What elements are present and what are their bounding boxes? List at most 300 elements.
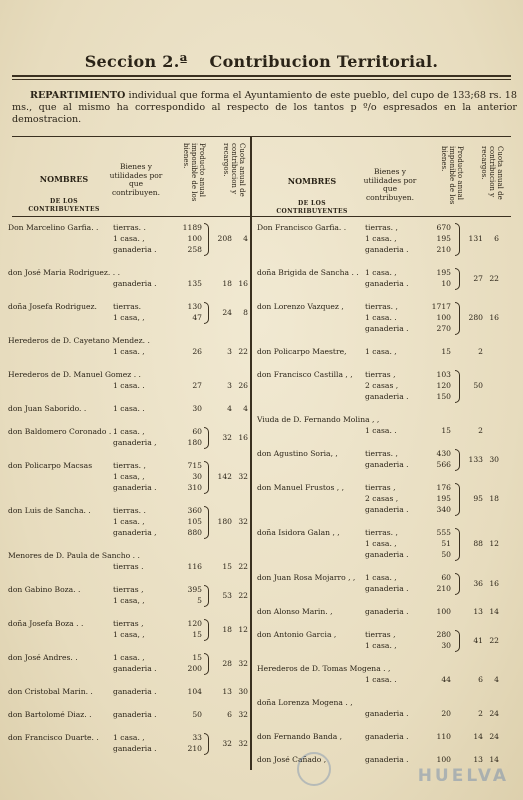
producto-value: 44 bbox=[441, 675, 451, 684]
cuota-reales: 13 bbox=[473, 607, 483, 616]
bienes-item: tierras , bbox=[365, 483, 396, 492]
title-rule bbox=[12, 75, 511, 77]
bienes-item: ganaderia . bbox=[113, 279, 157, 288]
table-row bbox=[257, 482, 519, 527]
table-row bbox=[8, 426, 248, 460]
contribuyente-name: don José Andres. . bbox=[8, 653, 78, 662]
contribuyente-name: don Francisco Duarte. . bbox=[8, 733, 99, 742]
table-row bbox=[257, 731, 519, 754]
cuota-reales: 41 bbox=[473, 635, 483, 645]
cuota-reales: 133 bbox=[468, 454, 483, 464]
producto-value: 120 bbox=[187, 619, 202, 628]
cuota-maravedis: 32 bbox=[238, 658, 248, 668]
bienes-list bbox=[365, 754, 425, 765]
bienes-list bbox=[365, 674, 425, 685]
bienes-item: 1 casa. , bbox=[365, 347, 397, 356]
bienes-list bbox=[365, 731, 425, 742]
intro-text: individual que forma el Ayuntamiento de este pueblo, del cupo de 133;68 rs. 18 ms., que al mismo ha correspondido al respecto de los tantos p º/o espresados en la anterior demostracion. bbox=[12, 90, 517, 125]
cuota-reales: 36 bbox=[473, 578, 483, 588]
bienes-list bbox=[365, 527, 425, 560]
cuota-value bbox=[212, 346, 252, 357]
cuota-value bbox=[212, 403, 252, 414]
bienes-list bbox=[113, 709, 173, 720]
bienes-list bbox=[113, 505, 173, 538]
producto-value: 258 bbox=[187, 245, 202, 254]
cuota-value bbox=[463, 233, 503, 244]
cuota-maravedis: 12 bbox=[238, 624, 248, 634]
header-bienes-left: Bienes y utilidades por que contribuyen. bbox=[109, 162, 163, 197]
producto-values bbox=[425, 754, 451, 765]
archive-seal-icon bbox=[297, 752, 331, 786]
cuota-value bbox=[212, 624, 252, 635]
producto-values bbox=[176, 403, 202, 414]
producto-values bbox=[425, 629, 451, 651]
table-row bbox=[257, 369, 519, 414]
bienes-item: ganaderia . bbox=[365, 392, 409, 401]
producto-values bbox=[425, 674, 451, 685]
cuota-reales: 53 bbox=[222, 590, 232, 600]
bienes-list bbox=[113, 618, 173, 640]
cuota-reales: 4 bbox=[227, 404, 232, 413]
table-row bbox=[8, 652, 248, 686]
contribuyente-name: don Juan Rosa Mojarro , , bbox=[257, 573, 356, 582]
archive-watermark: HUELVA bbox=[417, 766, 509, 786]
bienes-item: 1 casa. . bbox=[365, 426, 397, 435]
bienes-item: 1 casa. , bbox=[365, 539, 397, 548]
bienes-item: 1 casa, , bbox=[113, 472, 145, 481]
grouping-brace bbox=[204, 461, 209, 494]
bienes-item: tierras , bbox=[365, 370, 396, 379]
cuota-value bbox=[212, 516, 252, 527]
cuota-maravedis: 32 bbox=[238, 472, 248, 481]
producto-values bbox=[425, 301, 451, 334]
table-row bbox=[8, 709, 248, 732]
producto-value: 195 bbox=[436, 494, 451, 503]
producto-values bbox=[176, 618, 202, 640]
grouping-brace bbox=[204, 427, 209, 449]
producto-values bbox=[425, 572, 451, 594]
cuota-value bbox=[463, 578, 503, 589]
producto-value: 100 bbox=[436, 607, 451, 616]
column-separator bbox=[250, 136, 254, 770]
contribuyente-name: don Francisco Castilla , , bbox=[257, 370, 353, 379]
bienes-item: 1 casa. , bbox=[365, 268, 397, 277]
producto-value: 50 bbox=[192, 710, 202, 719]
cuota-reales: 280 bbox=[468, 313, 483, 322]
table-row bbox=[8, 550, 248, 584]
producto-value: 110 bbox=[436, 732, 451, 741]
cuota-maravedis: 22 bbox=[238, 562, 248, 571]
producto-value: 116 bbox=[187, 562, 202, 571]
grouping-brace bbox=[455, 449, 460, 471]
table-top-rule bbox=[12, 136, 511, 137]
producto-values bbox=[176, 505, 202, 538]
producto-value: 195 bbox=[436, 234, 451, 243]
producto-value: 340 bbox=[436, 505, 451, 514]
producto-values bbox=[425, 425, 451, 436]
bienes-item: ganaderia . bbox=[365, 709, 409, 718]
producto-value: 105 bbox=[187, 517, 202, 526]
contribuyente-name: doña Josefa Boza . . bbox=[8, 619, 84, 628]
producto-value: 430 bbox=[436, 449, 451, 458]
intro-lead: REPARTIMIENTO bbox=[30, 90, 126, 101]
producto-value: 670 bbox=[436, 223, 451, 232]
producto-value: 360 bbox=[187, 506, 202, 515]
grouping-brace bbox=[455, 302, 460, 335]
contribuyente-name: doña Isidora Galan , , bbox=[257, 528, 340, 537]
bienes-item: ganaderia . bbox=[365, 755, 409, 764]
table-row bbox=[257, 572, 519, 606]
bienes-list bbox=[113, 652, 173, 674]
producto-value: 180 bbox=[187, 438, 202, 447]
grouping-brace bbox=[455, 573, 460, 595]
contribuyente-name: don José Maria Rodriguez. . . bbox=[8, 268, 120, 277]
producto-value: 30 bbox=[192, 404, 202, 413]
contribuyente-name: Don Francisco Garfia. . bbox=[257, 223, 347, 232]
bienes-item: ganaderia , bbox=[113, 438, 157, 447]
producto-value: 26 bbox=[192, 347, 202, 356]
grouping-brace bbox=[455, 370, 460, 403]
bienes-item: 1 casa. , bbox=[113, 517, 145, 526]
producto-value: 1189 bbox=[182, 223, 202, 232]
cuota-maravedis: 24 bbox=[489, 709, 499, 718]
bienes-list bbox=[365, 346, 425, 357]
cuota-maravedis: 4 bbox=[243, 234, 248, 243]
bienes-item: 1 casa. , bbox=[365, 573, 397, 582]
cuota-value bbox=[463, 731, 503, 742]
bienes-item: ganaderia . bbox=[113, 687, 157, 696]
bienes-item: tierras. , bbox=[113, 461, 146, 470]
cuota-maravedis: 32 bbox=[238, 710, 248, 719]
cuota-maravedis: 32 bbox=[238, 517, 248, 526]
cuota-maravedis: 16 bbox=[238, 432, 248, 442]
table-row bbox=[8, 505, 248, 550]
cuota-reales: 88 bbox=[473, 539, 483, 548]
cuota-reales: 131 bbox=[468, 234, 483, 243]
producto-value: 120 bbox=[436, 381, 451, 390]
cuota-reales: 32 bbox=[222, 432, 232, 442]
producto-value: 33 bbox=[192, 733, 202, 742]
table-row bbox=[257, 663, 519, 697]
cuota-value bbox=[212, 432, 252, 443]
producto-value: 15 bbox=[192, 653, 202, 662]
contribuyente-name: don Agustino Soria, , bbox=[257, 449, 338, 458]
table-row bbox=[8, 618, 248, 652]
cuota-reales: 6 bbox=[227, 710, 232, 719]
cuota-value bbox=[212, 590, 252, 601]
grouping-brace bbox=[455, 528, 460, 561]
cuota-value bbox=[463, 425, 503, 436]
contribuyente-name: doña Josefa Rodriguez. bbox=[8, 302, 97, 311]
cuota-reales: 3 bbox=[227, 347, 232, 356]
producto-value: 104 bbox=[187, 687, 202, 696]
contribuyente-name: don Gabino Boza. . bbox=[8, 585, 81, 594]
bienes-item: ganaderia . bbox=[113, 483, 157, 492]
cuota-value bbox=[463, 273, 503, 284]
producto-values bbox=[425, 606, 451, 617]
producto-value: 210 bbox=[436, 584, 451, 593]
cuota-reales: 13 bbox=[473, 755, 483, 764]
producto-values bbox=[176, 584, 202, 606]
producto-value: 200 bbox=[187, 664, 202, 673]
contribuyente-name: don Baldomero Coronado . . bbox=[8, 427, 117, 436]
cuota-maravedis: 14 bbox=[489, 755, 499, 764]
producto-values bbox=[425, 708, 451, 719]
cuota-reales: 180 bbox=[217, 517, 232, 526]
cuota-maravedis: 14 bbox=[489, 607, 499, 616]
table-row bbox=[8, 335, 248, 369]
bienes-list bbox=[365, 369, 425, 402]
bienes-item: ganaderia . bbox=[113, 744, 157, 753]
producto-values bbox=[176, 222, 202, 255]
header-names-left bbox=[14, 175, 114, 215]
bienes-list bbox=[113, 403, 173, 414]
bienes-item: ganaderia . bbox=[113, 245, 157, 254]
table-row bbox=[8, 686, 248, 709]
table-row bbox=[257, 448, 519, 482]
producto-value: 210 bbox=[187, 744, 202, 753]
cuota-value bbox=[212, 471, 252, 482]
bienes-item: tierras , bbox=[113, 619, 144, 628]
cuota-maravedis: 30 bbox=[238, 687, 248, 696]
cuota-value bbox=[212, 738, 252, 749]
bienes-item: tierras , bbox=[113, 585, 144, 594]
bienes-list bbox=[113, 346, 173, 357]
producto-values bbox=[176, 380, 202, 391]
cuota-maravedis: 4 bbox=[494, 675, 499, 684]
cuota-reales: 13 bbox=[222, 687, 232, 696]
table-row bbox=[8, 732, 248, 766]
bienes-item: ganaderia . bbox=[365, 324, 409, 333]
bienes-item: tierras. , bbox=[365, 449, 398, 458]
bienes-item: 1 casa. . bbox=[365, 313, 397, 322]
producto-values bbox=[176, 301, 202, 323]
producto-value: 15 bbox=[441, 426, 451, 435]
bienes-list bbox=[113, 732, 173, 754]
producto-value: 130 bbox=[187, 302, 202, 311]
cuota-value bbox=[212, 709, 252, 720]
bienes-item: ganaderia , bbox=[113, 528, 157, 537]
bienes-list bbox=[113, 380, 173, 391]
contribuyente-name: Herederos de D. Tomas Mogena . , bbox=[257, 664, 391, 673]
bienes-list bbox=[113, 584, 173, 606]
producto-values bbox=[425, 267, 451, 289]
table-row bbox=[257, 346, 519, 369]
producto-value: 15 bbox=[441, 347, 451, 356]
cuota-maravedis: 22 bbox=[238, 347, 248, 356]
table-row bbox=[8, 301, 248, 335]
cuota-maravedis: 22 bbox=[489, 635, 499, 645]
cuota-maravedis: 22 bbox=[489, 273, 499, 283]
bienes-item: ganaderia . bbox=[365, 505, 409, 514]
cuota-value bbox=[463, 754, 503, 765]
producto-value: 100 bbox=[187, 234, 202, 243]
cuota-maravedis: 32 bbox=[238, 738, 248, 748]
cuota-reales: 142 bbox=[217, 472, 232, 481]
cuota-value bbox=[463, 606, 503, 617]
producto-value: 176 bbox=[436, 483, 451, 492]
header-bienes-right: Bienes y utilidades por que contribuyen. bbox=[363, 167, 417, 202]
cuota-value bbox=[212, 278, 252, 289]
bienes-item: 1 casa. . bbox=[365, 675, 397, 684]
producto-value: 50 bbox=[441, 550, 451, 559]
table-row bbox=[8, 584, 248, 618]
producto-values bbox=[176, 561, 202, 572]
header-cuota-left: Cuota anual de contribucion y recargos. bbox=[222, 143, 246, 197]
cuota-maravedis: 4 bbox=[243, 404, 248, 413]
header-names-sub: DE LOS CONTRIBUYENTES bbox=[276, 199, 348, 215]
cuota-value bbox=[212, 380, 252, 391]
bienes-list bbox=[113, 686, 173, 697]
producto-values bbox=[176, 460, 202, 493]
table-row bbox=[257, 222, 519, 267]
cuota-reales: 24 bbox=[222, 307, 232, 317]
bienes-list bbox=[113, 278, 173, 289]
contribuyente-name: don Juan Saborido. . bbox=[8, 404, 87, 413]
section-number: Seccion 2.ª bbox=[84, 52, 188, 71]
producto-values bbox=[176, 278, 202, 289]
cuota-maravedis: 16 bbox=[489, 313, 499, 322]
bienes-item: ganaderia . bbox=[365, 460, 409, 469]
bienes-item: ganaderia . bbox=[113, 664, 157, 673]
bienes-list bbox=[113, 301, 173, 323]
header-names-label: NOMBRES bbox=[287, 176, 337, 186]
producto-values bbox=[425, 731, 451, 742]
cuota-value bbox=[463, 538, 503, 549]
header-names-right bbox=[262, 177, 362, 217]
bienes-item: tierras. , bbox=[365, 528, 398, 537]
cuota-value bbox=[463, 312, 503, 323]
producto-values bbox=[425, 369, 451, 402]
bienes-item: ganaderia . bbox=[365, 279, 409, 288]
section-title: Contribucion Territorial. bbox=[209, 52, 439, 71]
table-row bbox=[257, 414, 519, 448]
cuota-reales: 15 bbox=[222, 562, 232, 571]
producto-value: 395 bbox=[187, 585, 202, 594]
contribuyente-name: don Antonio Garcia , bbox=[257, 630, 337, 639]
table-row bbox=[257, 629, 519, 663]
producto-value: 210 bbox=[436, 245, 451, 254]
bienes-item: 1 casa. , bbox=[113, 347, 145, 356]
cuota-value bbox=[212, 658, 252, 669]
cuota-maravedis: 16 bbox=[489, 578, 499, 588]
producto-value: 880 bbox=[187, 528, 202, 537]
bienes-list bbox=[365, 301, 425, 334]
contribuyente-name: don Policarpo Maestre, bbox=[257, 347, 347, 356]
producto-value: 135 bbox=[187, 279, 202, 288]
producto-value: 100 bbox=[436, 313, 451, 322]
intro-paragraph bbox=[12, 90, 517, 126]
producto-value: 60 bbox=[192, 427, 202, 436]
bienes-item: tierras. , bbox=[365, 302, 398, 311]
producto-value: 30 bbox=[441, 641, 451, 650]
cuota-reales: 6 bbox=[478, 675, 483, 684]
bienes-list bbox=[365, 222, 425, 255]
producto-values bbox=[425, 482, 451, 515]
bienes-item: 1 casa, , bbox=[113, 630, 145, 639]
bienes-item: ganaderia . bbox=[365, 584, 409, 593]
cuota-reales: 95 bbox=[473, 494, 483, 503]
table-row bbox=[257, 606, 519, 629]
cuota-value bbox=[463, 380, 503, 391]
bienes-item: 1 casa. , bbox=[113, 234, 145, 243]
contribuyente-name: don Policarpo Macsas bbox=[8, 461, 93, 470]
bienes-item: 1 casa. , bbox=[365, 641, 397, 650]
cuota-reales: 50 bbox=[473, 381, 483, 390]
cuota-reales: 18 bbox=[222, 279, 232, 288]
title-rule-thin bbox=[12, 79, 511, 80]
producto-value: 310 bbox=[187, 483, 202, 492]
contribuyente-name: don Bartolomé Diaz. . bbox=[8, 710, 92, 719]
producto-value: 51 bbox=[441, 539, 451, 548]
bienes-item: 1 casa. . bbox=[113, 404, 145, 413]
bienes-item: tierras , bbox=[365, 630, 396, 639]
bienes-item: ganaderia . bbox=[365, 732, 409, 741]
producto-value: 566 bbox=[436, 460, 451, 469]
contribuyente-name: doña Brigida de Sancha . . bbox=[257, 268, 359, 277]
contribuyente-name: don Cristobal Marin. . bbox=[8, 687, 93, 696]
bienes-item: tierras. bbox=[113, 302, 142, 311]
cuota-value bbox=[463, 708, 503, 719]
bienes-item: ganaderia . bbox=[365, 607, 409, 616]
contribuyente-name: don José Cañado , bbox=[257, 755, 327, 764]
producto-values bbox=[176, 346, 202, 357]
bienes-item: 2 casas , bbox=[365, 494, 399, 503]
table-row bbox=[257, 527, 519, 572]
contribuyente-name: don Alonso Marin. , bbox=[257, 607, 333, 616]
producto-value: 5 bbox=[197, 596, 202, 605]
contribuyente-name: Don Marcelino Garfia. . bbox=[8, 223, 99, 232]
producto-value: 30 bbox=[192, 472, 202, 481]
producto-value: 20 bbox=[441, 709, 451, 718]
grouping-brace bbox=[455, 483, 460, 516]
producto-value: 103 bbox=[436, 370, 451, 379]
bienes-item: tierras . bbox=[113, 562, 144, 571]
bienes-item: tierras. . bbox=[113, 223, 146, 232]
producto-value: 1717 bbox=[431, 302, 451, 311]
cuota-reales: 27 bbox=[473, 273, 483, 283]
cuota-reales: 2 bbox=[478, 426, 483, 435]
producto-values bbox=[176, 652, 202, 674]
bienes-list bbox=[113, 460, 173, 493]
producto-value: 10 bbox=[441, 279, 451, 288]
bienes-list bbox=[113, 426, 173, 448]
bienes-list bbox=[365, 267, 425, 289]
table-row bbox=[257, 301, 519, 346]
cuota-reales: 14 bbox=[473, 732, 483, 741]
contribuyente-name: Menores de D. Paula de Sancho . . bbox=[8, 551, 140, 560]
bienes-list bbox=[365, 425, 425, 436]
cuota-reales: 3 bbox=[227, 381, 232, 390]
contribuyente-name: Herederos de D. Manuel Gomez . . bbox=[8, 370, 141, 379]
header-cuota-right: Cuota anual de contribucion y recargos. bbox=[480, 146, 504, 200]
producto-values bbox=[425, 527, 451, 560]
cuota-maravedis: 22 bbox=[238, 590, 248, 600]
cuota-reales: 18 bbox=[222, 624, 232, 634]
cuota-maravedis: 8 bbox=[243, 307, 248, 317]
table-row bbox=[8, 267, 248, 301]
cuota-reales: 32 bbox=[222, 738, 232, 748]
contribuyente-name: don Lorenzo Vazquez , bbox=[257, 302, 344, 311]
page-title bbox=[0, 52, 523, 71]
bienes-item: tierras. . bbox=[113, 506, 146, 515]
bienes-list bbox=[365, 482, 425, 515]
table-row bbox=[257, 267, 519, 301]
bienes-list bbox=[113, 222, 173, 255]
cuota-value bbox=[463, 454, 503, 465]
producto-values bbox=[176, 732, 202, 754]
producto-value: 280 bbox=[436, 630, 451, 639]
